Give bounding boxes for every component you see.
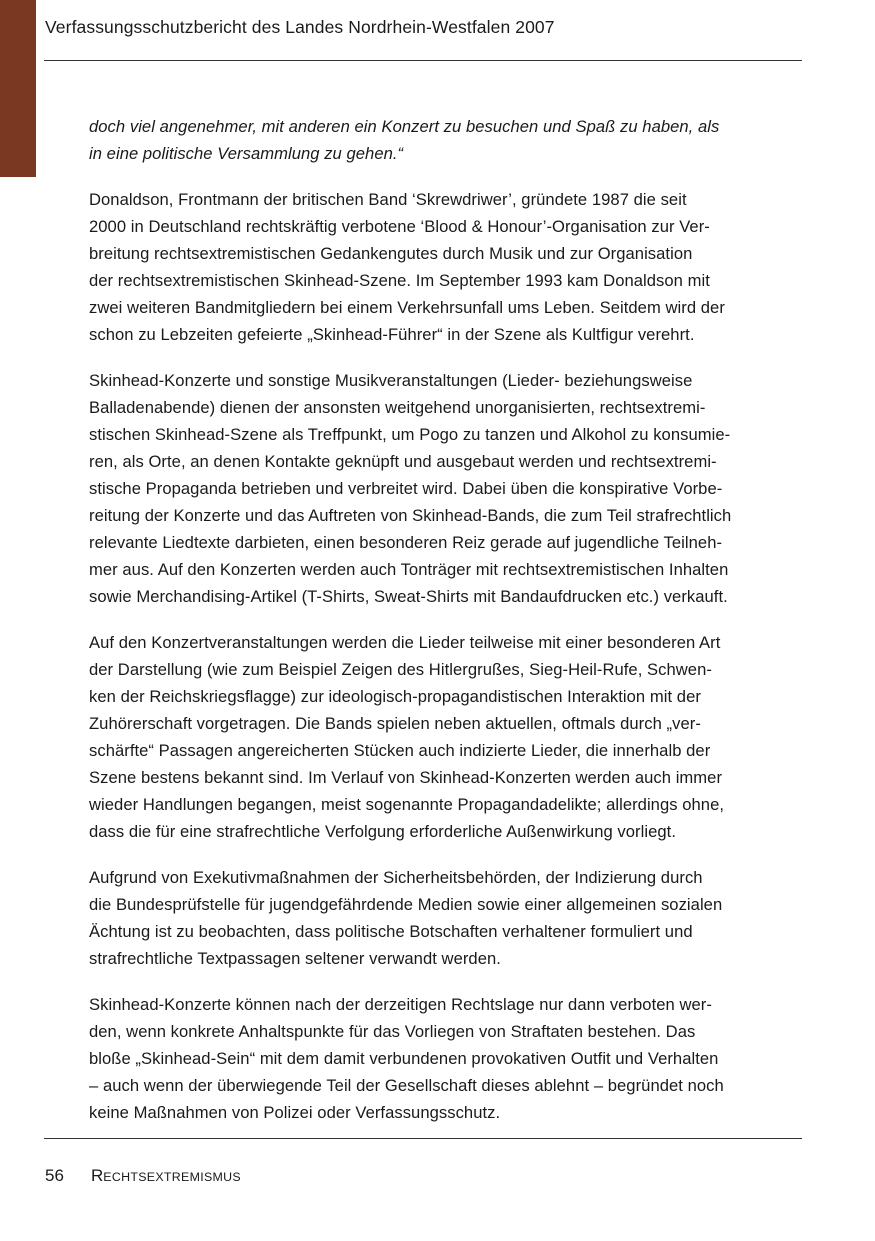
text-line: Balladenabende) dienen der ansonsten weitgehend unorganisierten, rechtsextremi- — [89, 398, 706, 417]
text-line: Ächtung ist zu beobachten, dass politische Botschaften verhaltener formuliert und — [89, 922, 693, 941]
running-header-title: Verfassungsschutzbericht des Landes Nordrhein-Westfalen 2007 — [45, 17, 555, 37]
text-line: in eine politische Versammlung zu gehen.“ — [89, 144, 404, 163]
text-line: den, wenn konkrete Anhaltspunkte für das Vorliegen von Straftaten bestehen. Das — [89, 1022, 696, 1041]
text-line: sowie Merchandising-Artikel (T-Shirts, Sweat-Shirts mit Bandaufdrucken etc.) verkauft. — [89, 587, 728, 606]
text-line: die Bundesprüfstelle für jugendgefährdende Medien sowie einer allgemeinen sozialen — [89, 895, 723, 914]
text-line: Zuhörerschaft vorgetragen. Die Bands spielen neben aktuellen, oftmals durch „ver- — [89, 714, 701, 733]
page-number: 56 — [45, 1166, 64, 1185]
text-line: relevante Liedtexte darbieten, einen besonderen Reiz gerade auf jugendliche Teilneh- — [89, 533, 723, 552]
chapter-color-tab — [0, 0, 36, 177]
paragraph-quote-end — [89, 113, 805, 167]
header-rule — [44, 60, 802, 61]
text-line: der rechtsextremistischen Skinhead-Szene. Im September 1993 kam Donaldson mit — [89, 271, 710, 290]
body-text — [89, 113, 805, 1145]
paragraph-donaldson — [89, 186, 805, 348]
text-line: stischen Skinhead-Szene als Treffpunkt, um Pogo zu tanzen und Alkohol zu konsumie- — [89, 425, 731, 444]
text-line: 2000 in Deutschland rechtskräftig verbotene ‘Blood & Honour’-Organisation zur Ver- — [89, 217, 710, 236]
paragraph-measures — [89, 864, 805, 972]
text-line: breitung rechtsextremistischen Gedankengutes durch Musik und zur Organisation — [89, 244, 693, 263]
text-line: schon zu Lebzeiten gefeierte „Skinhead-Führer“ in der Szene als Kultfigur verehrt. — [89, 325, 695, 344]
text-line: Szene bestens bekannt sind. Im Verlauf von Skinhead-Konzerten werden auch immer — [89, 768, 723, 787]
section-title-rest: ECHTSEXTREMISMUS — [103, 1170, 241, 1184]
text-line: – auch wenn der überwiegende Teil der Gesellschaft dieses ablehnt – begründet noch — [89, 1076, 724, 1095]
section-title-initial: R — [91, 1166, 104, 1185]
text-line: schärfte“ Passagen angereicherten Stücken auch indizierte Lieder, die innerhalb der — [89, 741, 711, 760]
text-line: bloße „Skinhead-Sein“ mit dem damit verbundenen provokativen Outfit und Verhalten — [89, 1049, 719, 1068]
text-line: Donaldson, Frontmann der britischen Band ‘Skrewdriwer’, gründete 1987 die seit — [89, 190, 687, 209]
section-title — [91, 1166, 241, 1186]
paragraph-concerts — [89, 367, 805, 610]
text-line: Skinhead-Konzerte können nach der derzeitigen Rechtslage nur dann verboten wer- — [89, 995, 712, 1014]
text-line: der Darstellung (wie zum Beispiel Zeigen des Hitlergrußes, Sieg-Heil-Rufe, Schwen- — [89, 660, 712, 679]
text-line: wieder Handlungen begangen, meist sogenannte Propagandadelikte; allerdings ohne, — [89, 795, 725, 814]
text-line: zwei weiteren Bandmitgliedern bei einem Verkehrsunfall ums Leben. Seitdem wird der — [89, 298, 725, 317]
paragraph-performance — [89, 629, 805, 845]
text-line: strafrechtliche Textpassagen seltener verwandt werden. — [89, 949, 501, 968]
text-line: keine Maßnahmen von Polizei oder Verfassungsschutz. — [89, 1103, 501, 1122]
text-line: Auf den Konzertveranstaltungen werden die Lieder teilweise mit einer besonderen Art — [89, 633, 721, 652]
text-line: reitung der Konzerte und das Auftreten von Skinhead-Bands, die zum Teil strafrechtlich — [89, 506, 732, 525]
text-line: ken der Reichskriegsflagge) zur ideologisch-propagandistischen Interaktion mit der — [89, 687, 701, 706]
text-line: stische Propaganda betrieben und verbreitet wird. Dabei üben die konspirative Vorbe- — [89, 479, 723, 498]
text-line: ren, als Orte, an denen Kontakte geknüpft und ausgebaut werden und rechtsextremi- — [89, 452, 717, 471]
text-line: dass die für eine strafrechtliche Verfolgung erforderliche Außenwirkung vorliegt. — [89, 822, 676, 841]
text-line: doch viel angenehmer, mit anderen ein Konzert zu besuchen und Spaß zu haben, als — [89, 117, 720, 136]
paragraph-legal — [89, 991, 805, 1126]
text-line: mer aus. Auf den Konzerten werden auch Tonträger mit rechtsextremistischen Inhalten — [89, 560, 729, 579]
footer-rule — [44, 1138, 802, 1139]
text-line: Aufgrund von Exekutivmaßnahmen der Sicherheitsbehörden, der Indizierung durch — [89, 868, 703, 887]
text-line: Skinhead-Konzerte und sonstige Musikveranstaltungen (Lieder- beziehungsweise — [89, 371, 693, 390]
